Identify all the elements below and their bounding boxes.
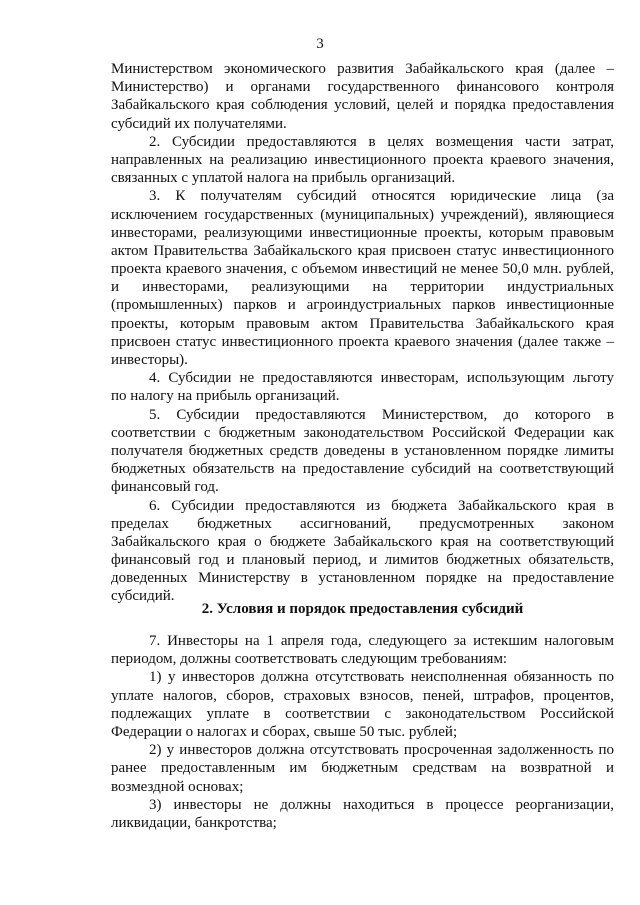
body-text-top xyxy=(111,60,614,606)
text-line: (промышленных) парков и агроиндустриальных парков инвестиционные xyxy=(111,297,614,314)
text-line: 3. К получателям субсидий относятся юридические лица (за xyxy=(149,188,614,205)
text-line: проекта краевого значения, с объемом инвестиций не менее 50,0 млн. рублей, xyxy=(111,261,614,278)
text-line: 2) у инвесторов должна отсутствовать просроченная задолженность по xyxy=(149,742,614,759)
text-line: 4. Субсидии не предоставляются инвесторам, использующим льготу xyxy=(149,370,614,387)
text-line: ранее предоставленным им бюджетным средствам на возвратной и xyxy=(111,760,614,777)
text-line: по налогу на прибыль организаций. xyxy=(111,388,340,405)
text-line: исключением государственных (муниципальных) учреждений), являющиеся xyxy=(111,206,614,223)
text-line: направленных на реализацию инвестиционного проекта краевого значения, xyxy=(111,151,614,168)
text-line: уплате налогов, сборов, страховых взносов, пеней, штрафов, процентов, xyxy=(111,687,614,704)
text-line: актом Правительства Забайкальского края присвоен статус инвестиционного xyxy=(111,242,614,259)
text-line: доведенных Министерству в установленном порядке на предоставление xyxy=(111,570,614,587)
text-line: инвесторы). xyxy=(111,352,188,368)
text-line: бюджетных обязательств на предоставление субсидий на соответствующий xyxy=(111,461,614,478)
text-line: 1) у инвесторов должна отсутствовать неисполненная обязанность по xyxy=(149,669,614,686)
section-heading: 2. Условия и порядок предоставления субсидий xyxy=(201,601,524,617)
text-line: присвоен статус инвестиционного проекта краевого значения (далее также – xyxy=(111,333,614,350)
text-line: 5. Субсидии предоставляются Министерством, до которого в xyxy=(149,406,614,423)
text-line: субсидий их получателями. xyxy=(111,115,287,132)
page-number: 3 xyxy=(316,36,324,52)
text-line: получателя бюджетных средств доведены в установленном порядке лимиты xyxy=(111,442,614,459)
text-line: возмездной основах; xyxy=(111,778,244,795)
text-line: финансовый год и плановый период, и лимитов бюджетных обязательств, xyxy=(111,552,614,569)
text-line: Министерством экономического развития Забайкальского края (далее – xyxy=(111,61,614,77)
text-line: субсидий. xyxy=(111,588,175,605)
text-line: периодом, должны соответствовать следующим требованиям: xyxy=(111,651,508,668)
text-line: 6. Субсидии предоставляются из бюджета Забайкальского края в xyxy=(149,497,614,514)
text-line: Забайкальского края о бюджете Забайкальского края на соответствующий xyxy=(111,533,614,550)
text-line: Министерство) и органами государственного финансового контроля xyxy=(111,79,614,96)
text-line: проекты, которым правовым актом Правительства Забайкальского края xyxy=(111,315,614,332)
text-line: и инвесторами, реализующими на территории индустриальных xyxy=(111,279,614,296)
text-line: связанных с уплатой налога на прибыль организаций. xyxy=(111,170,456,187)
text-line: 7. Инвесторы на 1 апреля года, следующего за истекшим налоговым xyxy=(149,633,614,649)
text-line: Федерации о налогах и сборах, свыше 50 тыс. рублей; xyxy=(111,723,458,740)
text-line: 3) инвесторы не должны находиться в процессе реорганизации, xyxy=(149,796,614,813)
text-line: подлежащих уплате в соответствии с законодательством Российской xyxy=(111,705,614,722)
text-line: финансовый год. xyxy=(111,479,219,496)
text-line: пределах бюджетных ассигнований, предусмотренных законом xyxy=(111,515,614,532)
text-line: инвесторами, реализующими инвестиционные проекты, которым правовым xyxy=(111,224,614,241)
text-line: соответствии с бюджетным законодательством Российской Федерации как xyxy=(111,424,614,441)
text-line: 2. Субсидии предоставляются в целях возмещения части затрат, xyxy=(149,133,614,150)
text-line: ликвидации, банкротства; xyxy=(111,814,277,831)
body-text-bottom xyxy=(111,632,614,832)
text-line: Забайкальского края соблюдения условий, целей и порядка предоставления xyxy=(111,97,614,114)
